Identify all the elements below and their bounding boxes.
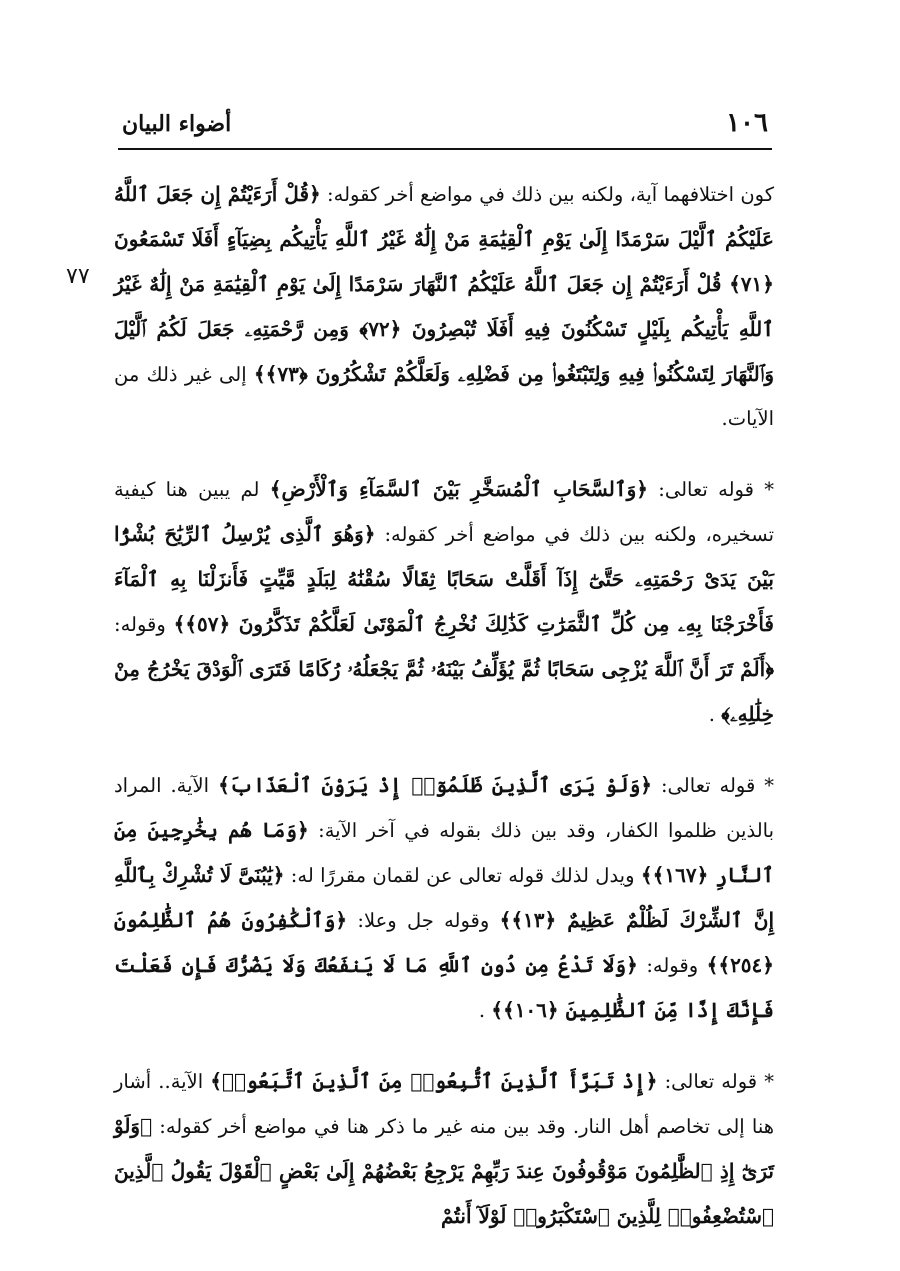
section-2-quran-quote-2: ﴿أَلَمْ تَرَ أَنَّ ٱللَّهَ يُزْجِى سَحَابًا ثُمَّ يُؤَلِّفُ بَيْنَهُۥ ثُمَّ يَجْعَلُهُۥ رُكَامًا فَتَرَى ٱلْوَدْقَ يَخْرُجُ مِنْ خِلَٰلِهِۦ﴾ bbox=[114, 657, 774, 726]
section-3-paragraph bbox=[114, 763, 774, 1033]
section-4-lead: * قوله تعالى: bbox=[664, 1070, 775, 1093]
page-header bbox=[118, 106, 770, 146]
section-3-end: . bbox=[478, 999, 486, 1022]
section-2-end: . bbox=[708, 703, 715, 726]
section-2-paragraph bbox=[114, 467, 774, 737]
section-3-body: المراد بالذين ظلموا الكفار، وقد بين ذلك بقوله في آخر الآية: bbox=[114, 774, 775, 842]
header-divider bbox=[118, 148, 772, 150]
book-title: أضواء البيان bbox=[122, 111, 232, 137]
section-3-lead: * قوله تعالى: bbox=[660, 774, 774, 797]
section-4-paragraph bbox=[114, 1059, 774, 1239]
section-3-quran-quote-1: ﴿وَمَا هُم بِخَٰرِجِينَ مِنَ ٱلنَّارِ ﴿١٦٧﴾﴾ bbox=[114, 818, 774, 887]
section-2-connector: وقوله: bbox=[114, 613, 166, 636]
page-body bbox=[114, 172, 774, 1239]
section-3-text-2: ويدل لذلك قوله تعالى عن لقمان مقررًا له: bbox=[290, 864, 635, 887]
section-2-body: لم يبين هنا كيفية تسخيره، ولكنه بين ذلك في مواضع أخر كقوله: bbox=[114, 478, 775, 546]
section-3-text-3: وقوله جل وعلا: bbox=[357, 909, 490, 932]
section-gap bbox=[114, 1033, 774, 1059]
section-4-quran-quote-1: ﴿وَلَوْ تَرَىٰٓ إِذِ ٱلظَّٰلِمُونَ مَوْقُوفُونَ عِندَ رَبِّهِمْ يَرْجِعُ بَعْضُهُمْ إِلَىٰ بَعْضٍ ٱلْقَوْلَ يَقُولُ ٱلَّذِينَ ٱسْتُضْعِفُوا۟ لِلَّذِينَ ٱسْتَكْبَرُوا۟ لَوْلَآ أَنتُمْ bbox=[114, 1114, 774, 1228]
section-1-paragraph bbox=[114, 172, 774, 441]
section-3-quran-quote-4: ﴿وَلَا تَدْعُ مِن دُونِ ٱللَّهِ مَا لَا يَنفَعُكَ وَلَا يَضُرُّكَ فَإِن فَعَلْتَ فَإِنَّكَ إِذًا مِّنَ ٱلظَّٰلِمِينَ ﴿١٠٦﴾﴾ bbox=[114, 953, 774, 1022]
section-3-quran-quote-2: ﴿يَٰبُنَىَّ لَا تُشْرِكْ بِٱللَّهِ إِنَّ ٱلشِّرْكَ لَظُلْمٌ عَظِيمٌ ﴿١٣﴾﴾ bbox=[114, 863, 775, 932]
section-3-text-4: وقوله: bbox=[646, 954, 699, 977]
section-4-heading-quote: ﴿إِذْ تَبَرَّأَ ٱلَّذِينَ ٱتُّبِعُوا۟ مِنَ ٱلَّذِينَ ٱتَّبَعُوا۟﴾ bbox=[210, 1069, 658, 1093]
section-3-quran-quote-3: ﴿وَٱلْكَٰفِرُونَ هُمُ ٱلظَّٰلِمُونَ ﴿٢٥٤﴾﴾ bbox=[114, 908, 775, 977]
section-2-lead: * قوله تعالى: bbox=[658, 478, 774, 501]
section-2-quran-quote-1: ﴿وَهُوَ ٱلَّذِى يُرْسِلُ ٱلرِّيَٰحَ بُشْرًۢا بَيْنَ يَدَىْ رَحْمَتِهِۦ حَتَّىٰٓ إِذَآ أَقَلَّتْ سَحَابًا ثِقَالًا سُقْنَٰهُ لِبَلَدٍ مَّيِّتٍ فَأَنزَلْنَا بِهِ ٱلْمَآءَ فَأَخْرَجْنَا بِهِۦ مِن كُلِّ ٱلثَّمَرَٰتِ كَذَٰلِكَ نُخْرِجُ ٱلْمَوْتَىٰ لَعَلَّكُمْ تَذَكَّرُونَ ﴿٥٧﴾﴾ bbox=[114, 522, 774, 636]
page-number: ١٠٦ bbox=[726, 108, 768, 138]
section-1-outro: إلى غير ذلك من الآيات. bbox=[114, 363, 774, 430]
section-2-heading-quote: ﴿وَٱلسَّحَابِ ٱلْمُسَخَّرِ بَيْنَ ٱلسَّمَآءِ وَٱلْأَرْضِ﴾ bbox=[269, 477, 648, 501]
margin-verse-number: ٧٧ bbox=[66, 264, 90, 289]
section-gap bbox=[114, 737, 774, 763]
section-1-intro: كون اختلافهما آية، ولكنه بين ذلك في مواضع أخر كقوله: bbox=[327, 183, 775, 206]
section-4-body: أشار هنا إلى تخاصم أهل النار. وقد بين منه غير ما ذكر هنا في مواضع أخر كقوله: bbox=[114, 1070, 774, 1138]
section-3-heading-tail: الآية. bbox=[170, 774, 210, 797]
section-1-quran-quote: ﴿قُلْ أَرَءَيْتُمْ إِن جَعَلَ ٱللَّهُ عَلَيْكُمُ ٱلَّيْلَ سَرْمَدًا إِلَىٰ يَوْمِ ٱلْقِيَٰمَةِ مَنْ إِلَٰهٌ غَيْرُ ٱللَّهِ يَأْتِيكُم بِضِيَآءٍ أَفَلَا تَسْمَعُونَ ﴿٧١﴾ قُلْ أَرَءَيْتُمْ إِن جَعَلَ ٱللَّهُ عَلَيْكُمُ ٱلنَّهَارَ سَرْمَدًا إِلَىٰ يَوْمِ ٱلْقِيَٰمَةِ مَنْ إِلَٰهٌ غَيْرُ ٱللَّهِ يَأْتِيكُم بِلَيْلٍ تَسْكُنُونَ فِيهِ أَفَلَا تُبْصِرُونَ ﴿٧٢﴾ وَمِن رَّحْمَتِهِۦ جَعَلَ لَكُمُ ٱلَّيْلَ وَٱلنَّهَارَ لِتَسْكُنُوا۟ فِيهِ وَلِتَبْتَغُوا۟ مِن فَضْلِهِۦ وَلَعَلَّكُمْ تَشْكُرُونَ ﴿٧٣﴾﴾ bbox=[114, 182, 774, 386]
section-3-heading-quote: ﴿وَلَوْ يَرَى ٱلَّذِينَ ظَلَمُوٓا۟ إِذْ يَرَوْنَ ٱلْعَذَابَ﴾ bbox=[218, 773, 653, 797]
section-gap bbox=[114, 441, 774, 467]
section-4-heading-tail: الآية.. bbox=[158, 1070, 204, 1093]
